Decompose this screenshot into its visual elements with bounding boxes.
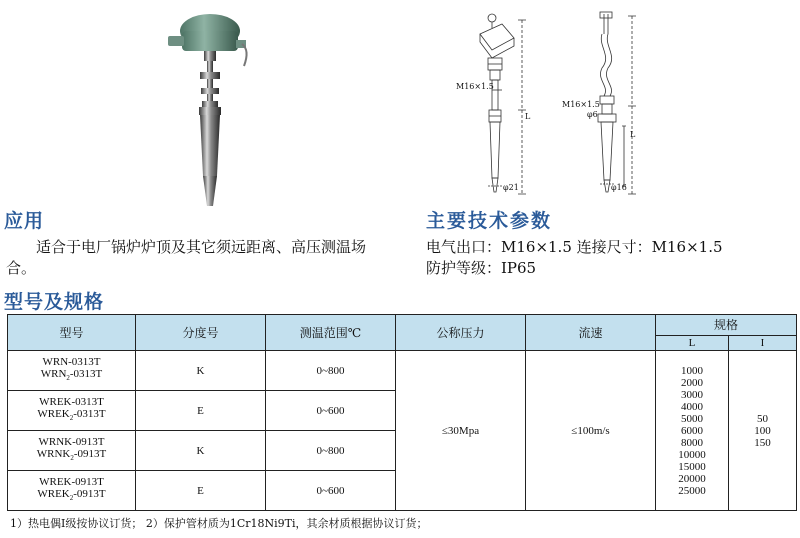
spec-line-connections: 电气出口：M16×1.5 连接尺寸：M16×1.5 xyxy=(426,238,723,256)
application-heading: 应用 xyxy=(4,210,45,232)
model-name-alt: $WRN_2-0313T$ xyxy=(40,368,103,383)
model-name: WRN-0313T xyxy=(42,356,101,369)
division-cell: K xyxy=(136,431,266,471)
model-cell xyxy=(8,391,136,431)
L-value: 5000 xyxy=(681,412,703,425)
model-name: WREK-0313T xyxy=(39,396,104,409)
spec-line-protection: 防护等级：IP65 xyxy=(426,259,537,277)
L-value: 3000 xyxy=(681,388,703,401)
drawing-1-diameter-label: φ21 xyxy=(503,183,519,192)
header-division: 分度号 xyxy=(136,315,266,351)
application-text: 适合于电厂锅炉炉顶及其它须远距离、高压测温场合。 xyxy=(6,238,367,277)
footnote: 1）热电偶I级按协议订货； 2）保护管材质为1Cr18Ni9Ti，其余材质根据协议订货； xyxy=(10,517,428,530)
L-value: 6000 xyxy=(681,424,703,437)
drawing-1-length-label: L xyxy=(525,112,531,121)
model-name: WREK-0913T xyxy=(39,476,104,489)
division-cell: K xyxy=(136,351,266,391)
header-spec: 规格 xyxy=(656,315,797,336)
pressure-cell: ≤30Mpa xyxy=(396,351,526,511)
I-value: 100 xyxy=(754,424,771,437)
model-spec-heading: 型号及规格 xyxy=(4,291,105,313)
L-values-cell xyxy=(656,351,729,511)
division-cell: E xyxy=(136,471,266,511)
header-flow: 流速 xyxy=(526,315,656,351)
range-cell: 0~800 xyxy=(266,431,396,471)
table-row xyxy=(8,351,797,391)
model-cell xyxy=(8,471,136,511)
drawing-2-phi-label: φ6 xyxy=(587,110,598,119)
range-cell: 0~800 xyxy=(266,351,396,391)
range-cell: 0~600 xyxy=(266,471,396,511)
model-name-alt: $WREK_2-0313T$ xyxy=(37,408,106,423)
drawing-2-length-label: L xyxy=(630,130,636,139)
L-value: 15000 xyxy=(678,460,706,473)
model-name-alt: $WRNK_2-0913T$ xyxy=(36,448,107,463)
header-pressure: 公称压力 xyxy=(396,315,526,351)
header-spec-I: I xyxy=(729,336,797,351)
model-cell xyxy=(8,431,136,471)
drawing-1-thread-label: M16×1.5 xyxy=(456,82,494,91)
L-value: 2000 xyxy=(681,376,703,389)
L-value: 4000 xyxy=(681,400,703,413)
model-spec-table xyxy=(7,314,797,511)
flow-cell: ≤100m/s xyxy=(526,351,656,511)
I-values-cell xyxy=(729,351,797,511)
range-cell: 0~600 xyxy=(266,391,396,431)
I-value: 50 xyxy=(757,412,768,425)
I-value: 150 xyxy=(754,436,771,449)
division-cell: E xyxy=(136,391,266,431)
drawing-2-thread-label: M16×1.5 xyxy=(562,100,600,109)
L-value: 1000 xyxy=(681,364,703,377)
model-cell xyxy=(8,351,136,391)
L-value: 8000 xyxy=(681,436,703,449)
header-spec-L: L xyxy=(656,336,729,351)
L-value: 25000 xyxy=(678,484,706,497)
model-name-alt: $WREK_2-0913T$ xyxy=(37,488,106,503)
main-specs-heading: 主要技术参数 xyxy=(426,210,553,232)
L-value: 20000 xyxy=(678,472,706,485)
product-photo xyxy=(160,6,270,206)
L-value: 10000 xyxy=(678,448,706,461)
header-model: 型号 xyxy=(8,315,136,351)
drawing-2-diameter-label: φ16 xyxy=(611,183,627,192)
header-range: 测温范围℃ xyxy=(266,315,396,351)
model-name: WRNK-0913T xyxy=(38,436,105,449)
technical-drawing-1 xyxy=(452,6,562,202)
